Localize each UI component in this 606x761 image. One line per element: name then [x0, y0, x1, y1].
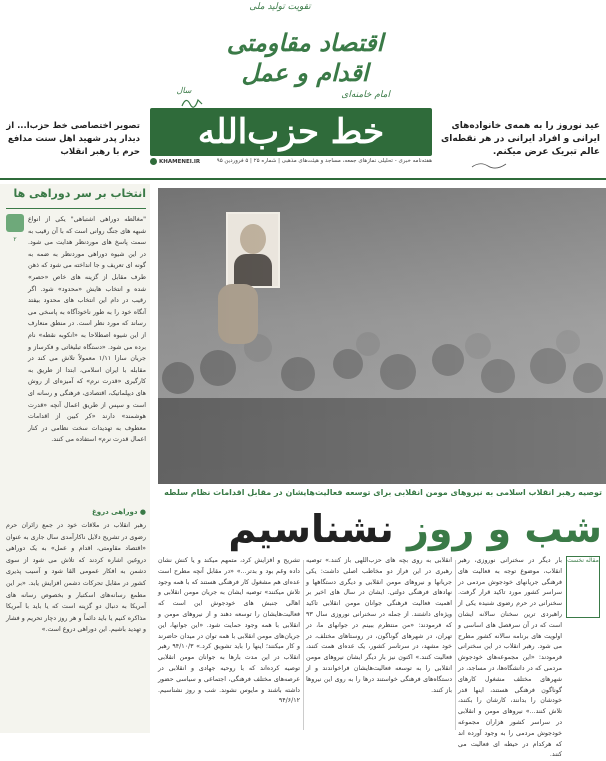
- article-column-2: انقلابی به روی بچه های حزب‌اللهی باز کنند.» توصیه رهبری در این فراز دو مخاطب اصلی داشت: یکی جریانها و نیروهای مومن انقلابی و دیگری دستگاهها و نهادهای فرهنگی دولتی. ایشان در سال های اخیر بر اهمیت فعالیت فرهنگی جوانان مومن انقلابی تاکید ویژه‌ای داشتند. از جمله در سخنرانی نوروزی سال ۹۳ که فرمودند: «من منتظرم ببینم در جوانهای ما، در تهران، در شهرهای گوناگون، در روستاهای مختلف، در خود مشهد، در سرتاسر کشور، یک عده‌ای همت کنند، فعالیت کنند.» اکنون نیز بار دیگر ایشان نیروهای مومن انقلابی را به توسعه فعالیت‌هایشان فراخواندند و از دستگاه‌های فرهنگی خواستند درها را به روی این نیروها باز کنند.: [306, 557, 452, 694]
- sidebar-subheading: ● دوراهی دروغ: [91, 508, 146, 516]
- site-url: KHAMENEI.IR: [159, 159, 201, 165]
- column-label: مقاله نخست: [566, 556, 600, 618]
- site-link[interactable]: [150, 158, 230, 168]
- headline-dark: نشناسیم: [228, 507, 394, 551]
- main-photo: [158, 188, 606, 484]
- sidebar-heading-rule: [6, 208, 146, 209]
- article-column-3: تشریح و افزایش کرد، متمهم میکند و یا کنش نشان داده وغم بود و بدتر...» «در مقابل آنچه مطرح است عده‌ای هم مشغول کار فرهنگی هستند که با همه وجود تلاش میکنند» توصیه ایشان به جریان مومن انقلابی و اهالی جنبش های خودجوش این است که فعالیت‌هایشان را توسعه دهند و از نیروهای مومن و انقلابی با همه وجود حمایت شود. «این جوانها، این جریان‌های مومن انقلابی با همه توان در میدان حاضرند و کار میکنند؛ اینها را باید تشویق کرد.» ۹۴/۱۰/۳ رهبر انقلاب در این مدت بارها به جوانان مومن انقلابی توصیه کرده‌اند که با روحیه جهادی و انقلابی در عرصه‌های مختلف فرهنگی، اجتماعی و سیاسی حضور داشته باشند و مایوس نشوند. شب و روز نشناسیم. ۹۴/۶/۱۲: [158, 557, 300, 705]
- newspaper-header: [0, 0, 606, 185]
- year-slogan: اقتصاد مقاومتی اقدام و عمل: [226, 28, 384, 87]
- column-divider: [455, 560, 456, 730]
- sidebar-paragraph-2: رهبر انقلاب در ملاقات خود در جمع زائران حرم رضوی در تشریح دلایل ناکارآمدی سال جاری به عنوان «اقتصاد مقاومتی، اقدام و عمل» به یک دوراهی دروغین اشاره کردند که تلاش می شود از سوی دشمن به افکار عمومی القا شود و آسیب پذیری کشور در مقابل تحرکات دشمن افزایش یابد. «بر این مطمع رسانه‌های اسکتبار و بخصوص رسانه های آمریکا به دنبال دو گزینه است که یا باید با آمریکا مذاکره کنیم یا باید دائماً و هر روز دچار تحریم و فشار و تهدید باشیم. این دوراهی دروغ است.»: [6, 522, 146, 634]
- site-logo-icon: [150, 158, 157, 165]
- sidebar-article: [0, 184, 150, 733]
- headline-green: شب و روز: [406, 507, 602, 551]
- nowruz-greeting: عید نوروز را به همه‌ی خانواده‌های ایرانی و افراد ایرانی در هر نقطه‌ای عالم تبریک عرض میکنم.: [441, 121, 600, 157]
- sidebar-page-number: ۲: [13, 236, 17, 243]
- sidebar-paragraph: "مغالطه دوراهی اشتباهی" یکی از انواع شبهه های جنگ روانی است که با آن رقیب به سمت پاسخ های موردنظر هدایت می شود. در این شیوه دوراهی موردنظر به ضمه به گونه ای تعریف و جا انداخته می شود که ذهن طرف مقابل از گزینه های خاص «حصر» شده و انتخاب هایش «محدود» شود. اگر رقیب در دام این انتخاب های محدود بیفتد آنگاه خود را به طور ناخودآگاه به پاسخی می رساند که مورد نظر است. در منطق منعارف از این شیوه اصطلاحا به «انکوبه نقطه» نام برده می شود. «دستگاه تبلیغاتی و فکرساز و جریان سازا ۱/۱۱ معمولاً تلاش می کند در مقابله با ایران اسلامی، ابتدا از طریق به کارگیری «قدرت نرم» که آمیزه‌ای از روش های دیپلماتیک، اقتصادی، فرهنگی و رسانه ای است و سپس از طریق اعمال آنچه «قدرت هوشمند» دارند «کر کبین از اقدامات معطوف به تهدیدات سخت نظامی در کنار اعمال قدرت نرم» استفاده می کنند.: [28, 216, 146, 444]
- masthead: [150, 108, 432, 156]
- sidebar-heading: انتخاب بر سر دوراهی ها: [13, 187, 146, 200]
- column-divider: [303, 560, 304, 730]
- slogan-small: تقویت تولید ملی: [249, 2, 311, 12]
- main-headline[interactable]: [158, 504, 602, 554]
- greeting-signature-icon: [470, 160, 510, 170]
- masthead-title: خط حزب‌الله: [197, 112, 385, 152]
- article-column-1: بار دیگر در سخنرانی نوروزی، رهبر انقلاب، موضوع توجه به فعالیت های فرهنگی جریانهای خودجوش مردمی در سراسر کشور مورد تاکید قرار گرفت. سخنرانی در حرم رضوی شنیده یکی از راهبردی ترین سخنان سالانه ایشان است که در آن سرفصل های اساسی و اولویت های برنامه سالانه کشور مطرح می شود. رهبر انقلاب در این سخنرانی فرمودند: «این مجموعه‌های خودجوش مردمی که در دانشگاه‌ها، در مساجد، در شهرهای مختلف مشغول کارهای گوناگون فرهنگی هستند، اینها قدر خودشان را بدانند، کارشان را بکنند، تلاش کنند...» نیروهای مومن و انقلابی در سراسر کشور هزاران مجموعه خودجوش مردمی را به وجود آورده اند که هرکدام در حیطه ای فعالیت می کنند.: [458, 557, 562, 759]
- header-divider: [0, 178, 606, 180]
- slogan-year: سال: [176, 86, 192, 95]
- exclusive-photo-teaser[interactable]: تصویر اختصاصی خط حزب‌ا... از دیدار پدر شهید اهل سنت مدافع حرم با رهبر انقلاب: [6, 121, 140, 157]
- photo-tint: [158, 188, 606, 484]
- slogan-attribution: امام خامنه‌ای: [341, 90, 390, 100]
- masthead-subtitle: هفته‌نامه خبری - تحلیلی نمازهای جمعه، مساجد و هیئت‌های مذهبی | شماره ۲۵ | ۵ فروردین ۹۵: [216, 158, 432, 164]
- photo-caption: توصیه رهبر انقلاب اسلامی به نیروهای مومن انقلابی برای توسعه فعالیت‌هایشان در مقابل اقدامات نظام سلطه: [164, 488, 602, 497]
